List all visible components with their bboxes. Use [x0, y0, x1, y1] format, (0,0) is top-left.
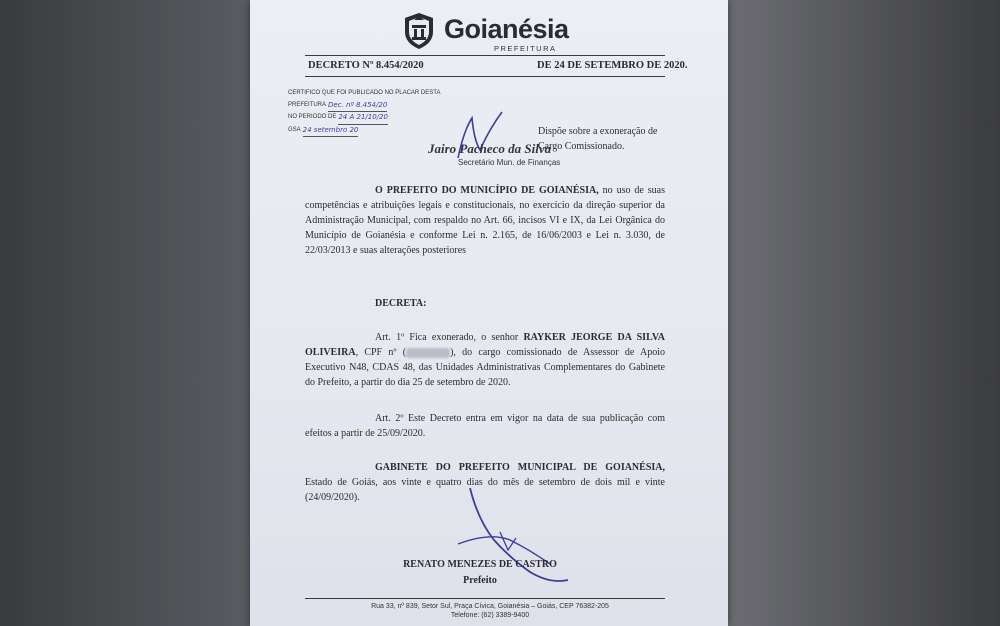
- preamble-authority: O PREFEITO DO MUNICÍPIO DE GOIANÉSIA,: [375, 185, 599, 196]
- stamp-label: PREFEITURA: [288, 101, 327, 108]
- stamp-line: [288, 125, 448, 138]
- article-1-text-b: , CPF nº (: [355, 347, 407, 358]
- stamp-line: CERTIFICO QUE FOI PUBLICADO NO PLACAR DESTA: [288, 90, 441, 96]
- footer-address: Rua 33, nº 839, Setor Sul, Praça Cívica, Goianésia – Goiás, CEP 76382-205: [371, 603, 609, 610]
- header-rule-bottom: [305, 76, 665, 77]
- decree-document: [250, 0, 728, 626]
- brand-subtitle: PREFEITURA: [494, 44, 557, 53]
- closing-bold: GABINETE DO PREFEITO MUNICIPAL DE GOIANÉSIA,: [375, 462, 665, 473]
- article-1-text-c: ), do cargo comissionado de Assessor de Apoio Executivo N48, CDAS 48, das Unidades Administrativas Complementares do Gabinete do Prefeito, a partir do dia 25 de setembro de 2020.: [305, 347, 665, 388]
- decreta-label: DECRETA:: [375, 298, 427, 309]
- background-right: [720, 0, 1000, 626]
- stamp-handwritten: 24 A 21/10/20: [338, 112, 388, 125]
- stamp-line: [288, 100, 448, 113]
- brand-name: Goianésia: [444, 14, 569, 44]
- stamp-handwritten: Dec. nº 8.454/20: [328, 100, 387, 113]
- article-2-text: Este Decreto entra em vigor na data de sua publicação com efeitos a partir de 25/09/2020.: [305, 413, 666, 439]
- crest-icon: [402, 12, 436, 50]
- decreta-heading: [305, 296, 665, 311]
- decree-date: DE 24 DE SETEMBRO DE 2020.: [537, 60, 688, 71]
- article-1: [305, 330, 665, 390]
- exonerated-name: RAYKER JEORGE DA SILVA OLIVEIRA: [305, 332, 665, 358]
- stamp-line: [288, 112, 448, 125]
- secretary-role: Secretário Mun. de Finanças: [458, 158, 561, 167]
- decree-number: DECRETO Nº 8.454/2020: [308, 60, 424, 71]
- article-1-label: Art. 1º: [375, 332, 405, 343]
- closing-text: Estado de Goiás, aos vinte e quatro dias do mês de setembro de dois mil e vinte (24/09/2020).: [305, 477, 665, 503]
- mayor-role: Prefeito: [463, 575, 497, 586]
- decree-summary: Dispõe sobre a exoneração de Cargo Comissionado.: [538, 126, 658, 152]
- stamp-handwritten: 24 setembro 20: [303, 125, 359, 138]
- article-1-text-a: Fica exonerado, o senhor: [404, 332, 524, 343]
- stamp-label: NO PERIODO DE: [288, 114, 337, 120]
- preamble-paragraph: [305, 183, 665, 258]
- publication-stamp: [288, 88, 448, 137]
- redacted-cpf: [406, 348, 450, 358]
- header-rule-top: [305, 55, 665, 56]
- secretary-name: Jairo Pacheco da Silva: [428, 141, 552, 156]
- footer: [340, 602, 640, 620]
- mayor-name: RENATO MENEZES DE CASTRO: [403, 559, 557, 570]
- stamp-label: GSA: [288, 126, 301, 133]
- article-2-label: Art. 2º: [375, 413, 404, 424]
- footer-phone: Telefone: (62) 3389-9400: [450, 612, 530, 619]
- article-2: [305, 411, 665, 441]
- preamble-text: no uso de suas competências e atribuições legais e constitucionais, no exercício da direção superior da Administração Municipal, com respaldo no Art. 66, incisos VI e IX, da Lei Orgânica do Município de Goianésia e conforme Lei n. 2.165, de 16/06/2003 e Lei n. 3.030, de 22/03/2013 e suas alterações posteriores: [305, 185, 665, 256]
- background-left: [0, 0, 250, 626]
- footer-rule: [305, 598, 665, 599]
